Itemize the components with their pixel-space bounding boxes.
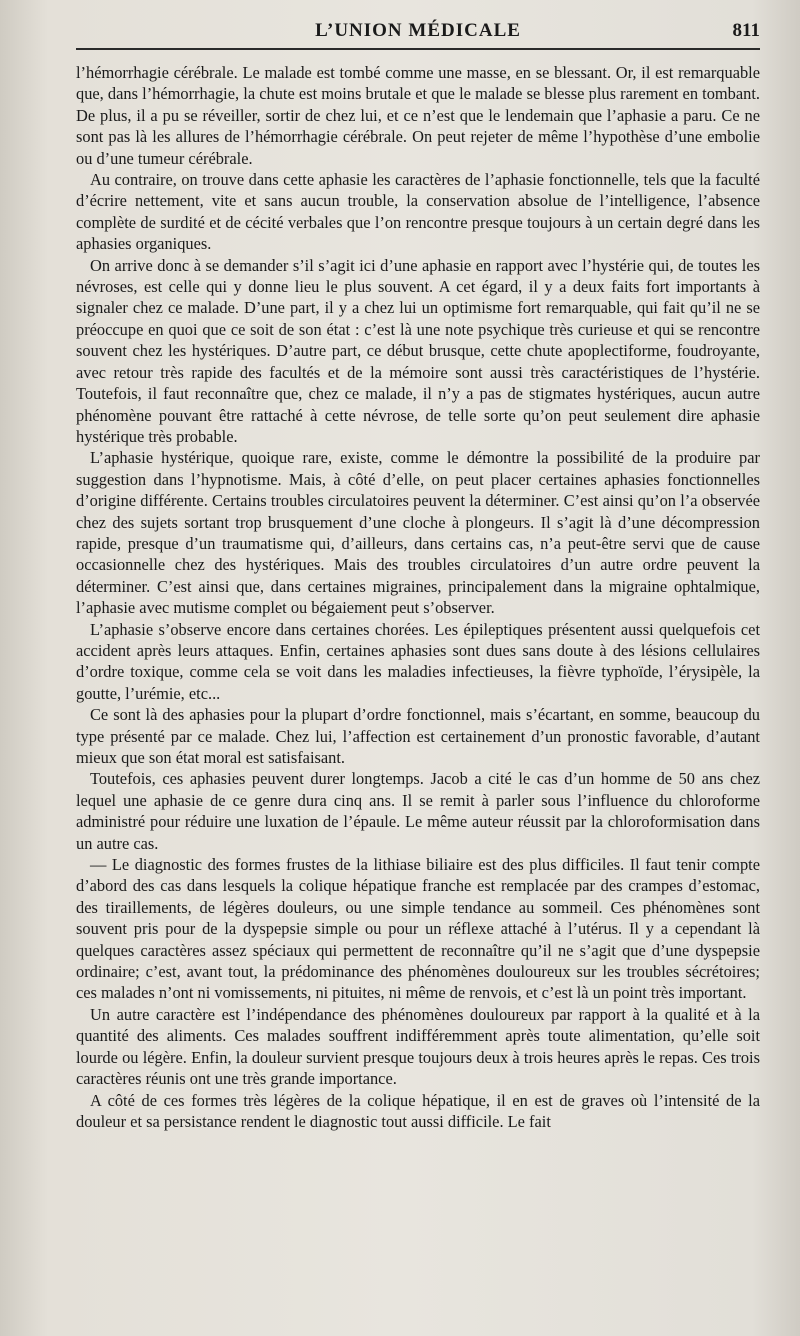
article-body	[76, 62, 760, 1132]
running-head: L’UNION MÉDICALE	[315, 20, 521, 41]
paragraph: Toutefois, ces aphasies peuvent durer longtemps. Jacob a cité le cas d’un homme de 50 ans chez lequel une aphasie de ce genre dura cinq ans. Il se remit à parler sous l’influence du chloroforme administré pour réduire une luxation de l’épaule. Le même auteur réussit par la chloroformisation dans un autre cas.	[76, 769, 760, 853]
paragraph: A côté de ces formes très légères de la colique hépatique, il en est de graves où l’intensité de la douleur et sa persistance rendent le diagnostic tout aussi difficile. Le fait	[76, 1090, 760, 1131]
paragraph: Au contraire, on trouve dans cette aphasie les caractères de l’aphasie fonctionnelle, tels que la faculté d’écrire nettement, vite et sans aucun trouble, la conservation absolue de l’intelligence, l’absence complète de surdité et de cécité verbales que l’on rencontre presque toujours à un certain degré dans les aphasies organiques.	[76, 170, 760, 254]
paragraph: — Le diagnostic des formes frustes de la lithiase biliaire est des plus difficiles. Il faut tenir compte d’abord des cas dans lesquels la colique hépatique franche est remplacée par des crampes d’estomac, des tiraillements, de légères douleurs, ou une simple tendance au sommeil. Ces phénomènes sont souvent pris pour de la dyspepsie simple ou pour un réflexe attaché à l’utérus. Il y a cependant là quelques caractères assez spéciaux qui permettent de reconnaître qu’il ne s’agit que d’une dyspepsie ordinaire; c’est, avant tout, la prédominance des phénomènes douloureux sur les troubles sécrétoires; ces malades n’ont ni vomissements, ni pituites, ni même de renvois, et c’est là un point très important.	[76, 855, 760, 1003]
paragraph: l’hémorrhagie cérébrale. Le malade est tombé comme une masse, en se blessant. Or, il est remarquable que, dans l’hémorrhagie, la chute est moins brutale et que le malade se blesse plus rarement en tombant. De plus, il a pu se réveiller, sortir de chez lui, et ce n’est que le lendemain que l’aphasie a paru. Ce ne sont pas là les allures de l’hémorrhagie cérébrale. On peut rejeter de même l’hypothèse d’une embolie ou d’une tumeur cérébrale.	[76, 63, 760, 168]
paragraph: On arrive donc à se demander s’il s’agit ici d’une aphasie en rapport avec l’hystérie qui, de toutes les névroses, est celle qui y donne lieu le plus souvent. A cet égard, il y a deux faits fort importants à signaler chez ce malade. D’une part, il y a chez lui un optimisme fort remarquable, qui fait qu’il ne se préoccupe en quoi que ce soit de son état : c’est là une note psychique très curieuse et qui se rencontre souvent chez les hystériques. D’autre part, ce début brusque, cette chute apoplectiforme, foudroyante, avec retour très rapide des facultés et de la mémoire sont aussi très caractéristiques de l’hystérie. Toutefois, il faut reconnaître que, chez ce malade, il n’y a pas de stigmates hystériques, aucun autre phénomène pouvant être rattaché à cette névrose, de telle sorte qu’on peut seulement dire aphasie hystérique très probable.	[76, 255, 760, 446]
paragraph: L’aphasie s’observe encore dans certaines chorées. Les épileptiques présentent aussi quelquefois cet accident après leurs attaques. Enfin, certaines aphasies sont dues sans doute à des lésions cellulaires d’ordre toxique, comme cela se voit dans les maladies infectieuses, la fièvre typhoïde, l’érysipèle, la goutte, l’urémie, etc...	[76, 619, 760, 703]
page-header	[76, 20, 760, 50]
paragraph: Un autre caractère est l’indépendance des phénomènes douloureux par rapport à la qualité et à la quantité des aliments. Ces malades souffrent indifféremment après toute alimentation, qu’elle soit lourde ou légère. Enfin, la douleur survient presque toujours deux à trois heures après le repas. Ces trois caractères réunis ont une très grande importance.	[76, 1004, 760, 1089]
page-number: 811	[732, 20, 760, 41]
paragraph: L’aphasie hystérique, quoique rare, existe, comme le démontre la possibilité de la produire par suggestion dans l’hypnotisme. Mais, à côté d’elle, on peut placer certaines aphasies fonctionnelles d’origine différente. Certains troubles circulatoires peuvent la déterminer. C’est ainsi qu’on l’a observée chez des sujets sortant trop brusquement d’une cloche à plongeurs. Il s’agit là d’une décompression rapide, presque d’un traumatisme qui, d’ailleurs, dans certains cas, n’a peut-être servi que de cause occasionnelle chez des hystériques. Mais des troubles circulatoires d’un autre ordre peuvent la déterminer. C’est ainsi que, dans certaines migraines, principalement dans la migraine ophtalmique, l’aphasie avec mutisme complet ou bégaiement peut s’observer.	[76, 448, 760, 618]
paragraph: Ce sont là des aphasies pour la plupart d’ordre fonctionnel, mais s’écartant, en somme, beaucoup du type présenté par ce malade. Chez lui, l’affection est certainement d’un pronostic favorable, d’autant mieux que son état moral est satisfaisant.	[76, 705, 760, 767]
